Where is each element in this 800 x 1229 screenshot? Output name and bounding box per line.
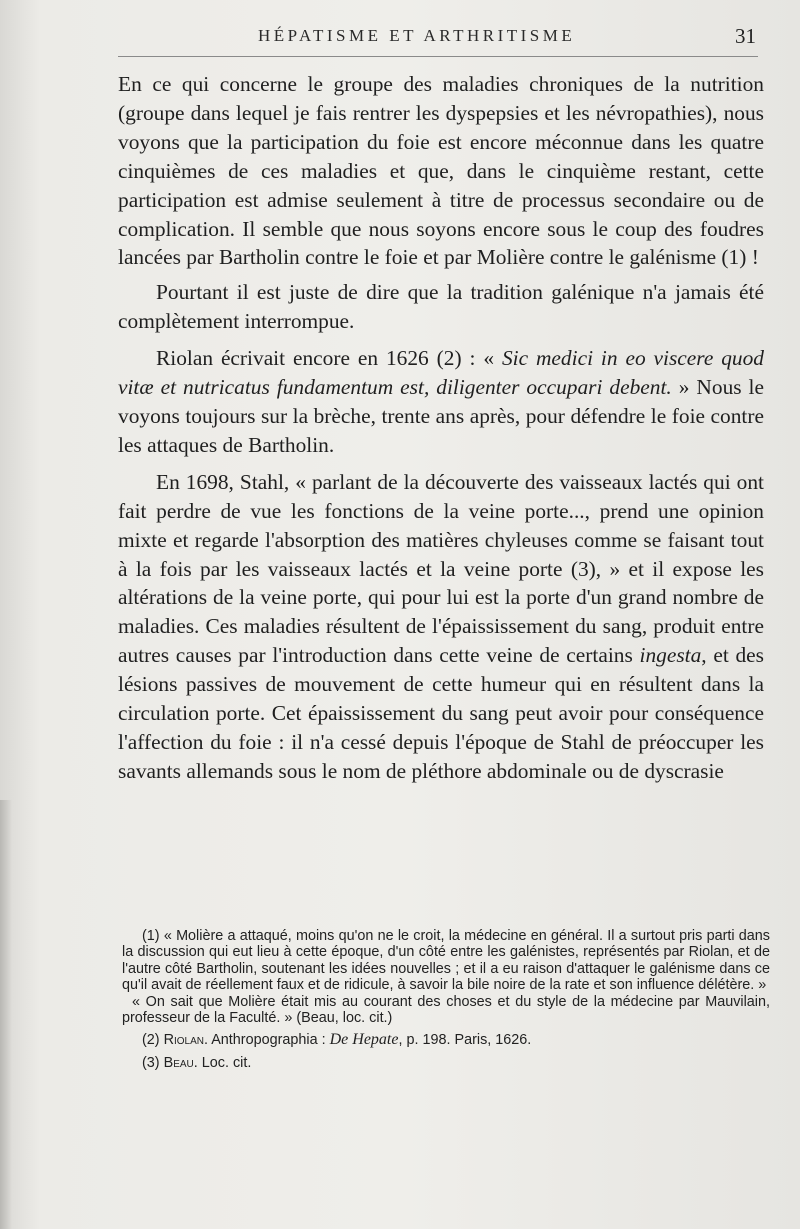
footnote-1-continued: « On sait que Molière était mis au courant des choses et du style de la médecine par Mauvilain, professeur de la Faculté. » (Beau, loc. cit.) [122, 993, 770, 1027]
footnote-1: (1) « Molière a attaqué, moins qu'on ne le croit, la médecine en général. Il a surtout pris parti dans la discussion qui eut lieu à cette époque, d'un côté entre les galénistes, représentés par Riolan, et de l'autre côté Bartholin, soutenant les idées nouvelles ; et il a eu raison d'attaquer le galénisme dans ce qu'il avait de réellement faux et de ridicule, à savoir la bile noire de la rate et son influence délétère. » [122, 928, 770, 994]
footnote-3-number: (3) [142, 1054, 164, 1071]
ingesta-term: ingesta [639, 643, 702, 668]
paragraph-3-rest: » Nous le voyons toujours sur la brèche, trente ans après, pour défendre le foie contre les attaques de Bartholin. [118, 375, 764, 457]
footnote-2-title: De Hepate [329, 1031, 399, 1049]
footnote-2-details: , p. 198. Paris, 1626. [398, 1032, 532, 1049]
paragraph-4 [118, 468, 764, 786]
binding-gutter-shadow [0, 800, 12, 1229]
footnote-3-details: . Loc. cit. [193, 1054, 252, 1071]
paragraph-4-end: , et des lésions passives de mouvement de cette humeur qui en résultent dans la circulation porte. Cet épaississement du sang peut avoir pour conséquence l'affection du foie : il n'a cessé depuis l'époque de Stahl de préoccuper les savants allemands sous le nom de pléthore abdominale ou de dyscrasie [118, 643, 764, 783]
body-text [118, 70, 764, 792]
paragraph-3 [118, 344, 764, 460]
footnote-3 [122, 1055, 770, 1071]
header-rule [118, 56, 758, 57]
page-number: 31 [735, 24, 756, 48]
footnote-2-number: (2) [142, 1032, 164, 1049]
footnote-2 [122, 1032, 770, 1048]
footnote-2-work: . Anthropographia : [204, 1032, 330, 1049]
paragraph-3-intro: Riolan écrivait encore en 1626 (2) : « [156, 346, 502, 371]
page-header [118, 26, 768, 52]
paragraph-1: En ce qui concerne le groupe des maladies chroniques de la nutrition (groupe dans lequel je fais rentrer les dyspepsies et les névropathies), nous voyons que la participation du foie est encore méconnue dans les quatre cinquièmes de ces maladies et que, dans le cinquième restant, cette participation est admise seulement à titre de processus secondaire ou de complication. Il semble que nous soyons encore sous le coup des foudres lancées par Bartholin contre le foie et par Molière contre le galénisme (1) ! [118, 72, 764, 270]
paragraph-2: Pourtant il est juste de dire que la tradition galénique n'a jamais été complètement interrompue. [118, 280, 764, 334]
footnote-2-author: Riolan [163, 1032, 204, 1049]
running-title: HÉPATISME ET ARTHRITISME [258, 26, 576, 45]
paragraph-4-start: En 1698, Stahl, « parlant de la découverte des vaisseaux lactés qui ont fait perdre de vue les fonctions de la veine porte..., prend une opinion mixte et regarde l'absorption des matières chyleuses comme se faisant tout à la fois par les vaisseaux lactés et la veine porte (3), » et il expose les altérations de la veine porte, qui pour lui est la porte d'un grand nombre de maladies. Ces maladies résultent de l'épaississement du sang, produit entre autres causes par l'introduction dans cette veine de certains [118, 469, 764, 668]
footnotes [122, 928, 770, 1071]
footnote-3-author: Beau [163, 1054, 194, 1071]
latin-quote: Sic medici in eo viscere quod vitæ et nutricatus fundamentum est, diligenter occupari debent. [118, 346, 765, 400]
